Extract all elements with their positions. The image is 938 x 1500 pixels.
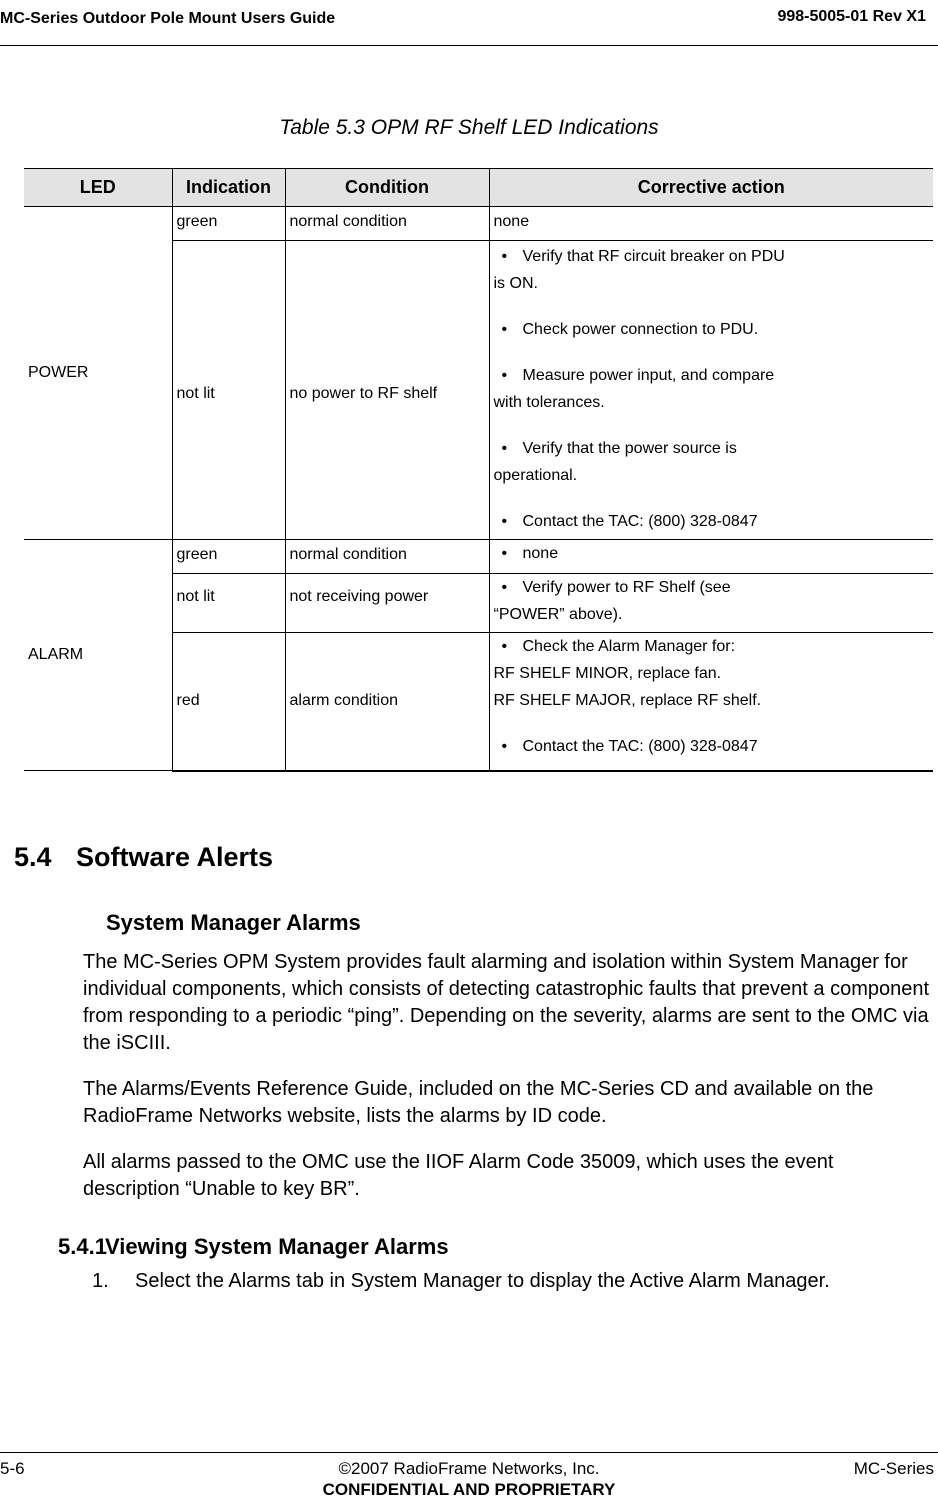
action-bullet: • Check the Alarm Manager for: RF SHELF MINOR, replace fan. RF SHELF MAJOR, replace RF shelf. <box>493 638 762 709</box>
action-bullet: • Check power connection to PDU. <box>501 321 759 338</box>
paragraph: The Alarms/Events Reference Guide, included on the MC-Series CD and available on the RadioFrame Networks website, lists the alarms by ID code. <box>83 1078 874 1127</box>
condition-cell: normal condition <box>285 540 489 574</box>
condition-cell: normal condition <box>285 207 489 241</box>
footer-copyright: ©2007 RadioFrame Networks, Inc. <box>338 1459 600 1478</box>
indication-cell: green <box>172 207 285 241</box>
paragraph: The MC-Series OPM System provides fault alarming and isolation within System Manager for individual components, which consists of detecting catastrophic faults that prevent a component from responding to a periodic “ping”. Depending on the severity, alarms are sent to the OMC via the iSCIII. <box>83 951 930 1054</box>
section-heading <box>14 842 273 873</box>
action-bullet: • Verify that the power source is operational. <box>493 440 737 484</box>
step-text: Select the Alarms tab in System Manager to display the Active Alarm Manager. <box>135 1270 830 1292</box>
section-title: Software Alerts <box>76 842 274 872</box>
footer-product: MC-Series <box>853 1459 934 1478</box>
col-header-condition: Condition <box>285 169 489 207</box>
step-item <box>92 1270 830 1293</box>
condition-cell: not receiving power <box>285 574 489 633</box>
condition-cell: no power to RF shelf <box>285 241 489 540</box>
subheading: System Manager Alarms <box>106 910 361 935</box>
action-cell <box>489 574 933 633</box>
indication-cell: not lit <box>172 241 285 540</box>
led-alarm: ALARM <box>24 540 172 771</box>
led-power: POWER <box>24 207 172 540</box>
subsection-heading <box>58 1234 449 1260</box>
table-row <box>24 207 933 241</box>
subsection-title: Viewing System Manager Alarms <box>105 1234 449 1259</box>
action-bullet: • Contact the TAC: (800) 328-0847 <box>501 738 758 755</box>
footer-page-number: 5-6 <box>0 1459 25 1478</box>
action-cell <box>489 241 933 540</box>
led-indications-table <box>24 168 933 772</box>
indication-cell: not lit <box>172 574 285 633</box>
header-doc-number: 998-5005-01 Rev X1 <box>777 8 926 25</box>
indication-cell: red <box>172 633 285 771</box>
table-row <box>24 540 933 574</box>
step-number: 1. <box>92 1270 109 1292</box>
footer-confidential: CONFIDENTIAL AND PROPRIETARY <box>322 1480 616 1499</box>
action-bullet: • Measure power input, and compare with tolerances. <box>493 367 775 411</box>
action-bullet: • Verify that RF circuit breaker on PDU is ON. <box>493 248 785 292</box>
header-title: MC-Series Outdoor Pole Mount Users Guide <box>0 10 336 27</box>
indication-cell: green <box>172 540 285 574</box>
paragraph: All alarms passed to the OMC use the IIOF Alarm Code 35009, which uses the event description “Unable to key BR”. <box>83 1151 834 1200</box>
condition-cell: alarm condition <box>285 633 489 771</box>
action-cell <box>489 540 933 574</box>
action-cell: none <box>489 207 933 241</box>
subsection-number: 5.4.1 <box>58 1234 107 1259</box>
table-header-row <box>24 169 933 207</box>
action-bullet: • none <box>501 545 559 562</box>
col-header-action: Corrective action <box>489 169 933 207</box>
col-header-led: LED <box>24 169 172 207</box>
col-header-indication: Indication <box>172 169 285 207</box>
action-cell <box>489 633 933 771</box>
footer-rule <box>0 1452 938 1453</box>
section-number: 5.4 <box>14 842 52 872</box>
action-bullet: • Contact the TAC: (800) 328-0847 <box>501 513 758 530</box>
table-caption: Table 5.3 OPM RF Shelf LED Indications <box>279 116 659 139</box>
header-rule <box>0 45 938 46</box>
action-bullet: • Verify power to RF Shelf (see “POWER” above). <box>493 579 731 623</box>
